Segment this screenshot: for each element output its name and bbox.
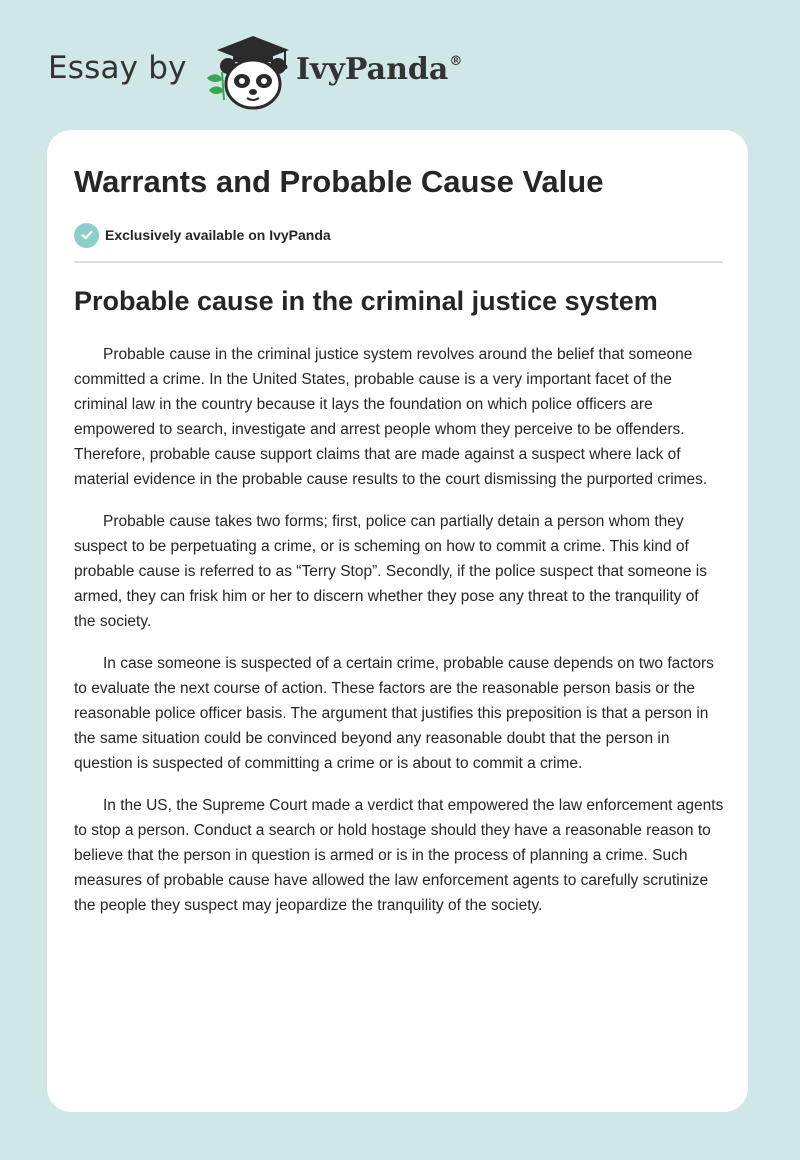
- exclusive-badge-label: Exclusively available on IvyPanda: [105, 227, 331, 243]
- site-header: [48, 30, 468, 110]
- paragraph: In the US, the Supreme Court made a verdict that empowered the law enforcement agents to stop a person. Conduct a search or hold hostage should they have a reasonable reason to believe that the person in question is armed or is in the process of planning a crime. Such measures of probable cause have allowed the law enforcement agents to carefully scrutinize the people they suspect may jeopardize the tranquility of the society.: [74, 797, 724, 914]
- exclusive-badge: [74, 222, 331, 248]
- paragraph: Probable cause in the criminal justice system revolves around the belief that someone committed a crime. In the United States, probable cause is a very important facet of the criminal law in the country because it lays the foundation on which police officers are empowered to search, investigate and arrest people whom they perceive to be offenders. Therefore, probable cause support claims that are made against a suspect where lack of material evidence in the probable cause results to the court dismissing the purported crimes.: [74, 346, 708, 488]
- check-circle-icon: [74, 223, 99, 248]
- registered-mark: ®: [449, 54, 463, 69]
- divider: [74, 261, 723, 263]
- paragraph: Probable cause takes two forms; first, police can partially detain a person whom they suspect to be perpetuating a crime, or is scheming on how to commit a crime. This kind of probable cause is referred to as “Terry Stop”. Secondly, if the police suspect that someone is armed, they can frisk him or her to discern whether they pose any threat to the tranquility of the society.: [74, 513, 707, 630]
- essay-body: [74, 342, 724, 935]
- page-title: Warrants and Probable Cause Value: [74, 164, 604, 199]
- section-heading: Probable cause in the criminal justice system: [74, 286, 658, 316]
- panda-graduate-logo-icon[interactable]: [203, 34, 291, 112]
- brand-name[interactable]: IvyPanda®: [296, 52, 463, 87]
- essay-card: [47, 130, 748, 1112]
- essay-by-label: Essay by: [48, 50, 187, 86]
- paragraph: In case someone is suspected of a certain crime, probable cause depends on two factors to evaluate the next course of action. These factors are the reasonable person basis or the reasonable police officer basis. The argument that justifies this preposition is that a person in the same situation could be convinced beyond any reasonable doubt that the person in question is suspected of committing a crime or is about to commit a crime.: [74, 655, 714, 772]
